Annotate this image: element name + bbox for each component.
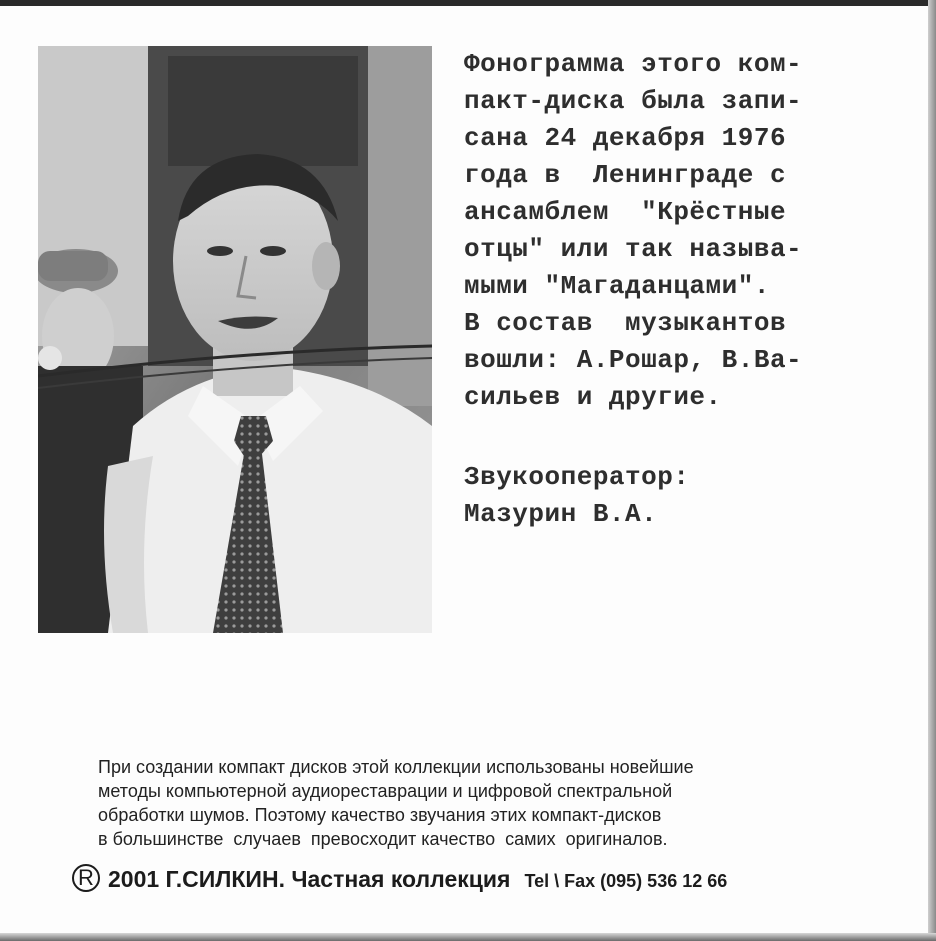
description-line: Фонограмма этого ком- [464, 49, 803, 79]
description-line: сильев и другие. [464, 382, 722, 412]
description-line: В состав музыкантов [464, 308, 787, 338]
recording-description [464, 46, 904, 416]
copyright-footer [72, 864, 872, 893]
engineer-label: Звукооператор: [464, 462, 690, 492]
cd-insert-page [0, 6, 928, 933]
scan-edge-bottom [0, 933, 936, 941]
description-line: мыми "Магаданцами". [464, 271, 770, 301]
description-line: вошли: А.Рошар, В.Ва- [464, 345, 803, 375]
restoration-notice [98, 755, 838, 851]
description-line: ансамблем "Крёстные [464, 197, 787, 227]
notice-line: При создании компакт дисков этой коллекции использованы новейшие [98, 757, 694, 777]
singer-photo [38, 46, 432, 633]
sound-engineer-credit [464, 459, 904, 533]
description-line: сана 24 декабря 1976 [464, 123, 787, 153]
description-line: года в Ленинграде с [464, 160, 787, 190]
scan-edge-right [928, 0, 936, 941]
notice-line: в большинстве случаев превосходит качество самих оригиналов. [98, 829, 668, 849]
copyright-text: 2001 Г.СИЛКИН. Частная коллекция [108, 866, 511, 892]
description-line: пакт-диска была запи- [464, 86, 803, 116]
tel-fax-text: Tel \ Fax (095) 536 12 66 [524, 871, 728, 891]
engineer-name: Мазурин В.А. [464, 499, 658, 529]
notice-line: методы компьютерной аудиореставрации и цифровой спектральной [98, 781, 673, 801]
notice-line: обработки шумов. Поэтому качество звучания этих компакт-дисков [98, 805, 662, 825]
description-line: отцы" или так называ- [464, 234, 803, 264]
registered-trademark-icon: R [72, 864, 100, 892]
